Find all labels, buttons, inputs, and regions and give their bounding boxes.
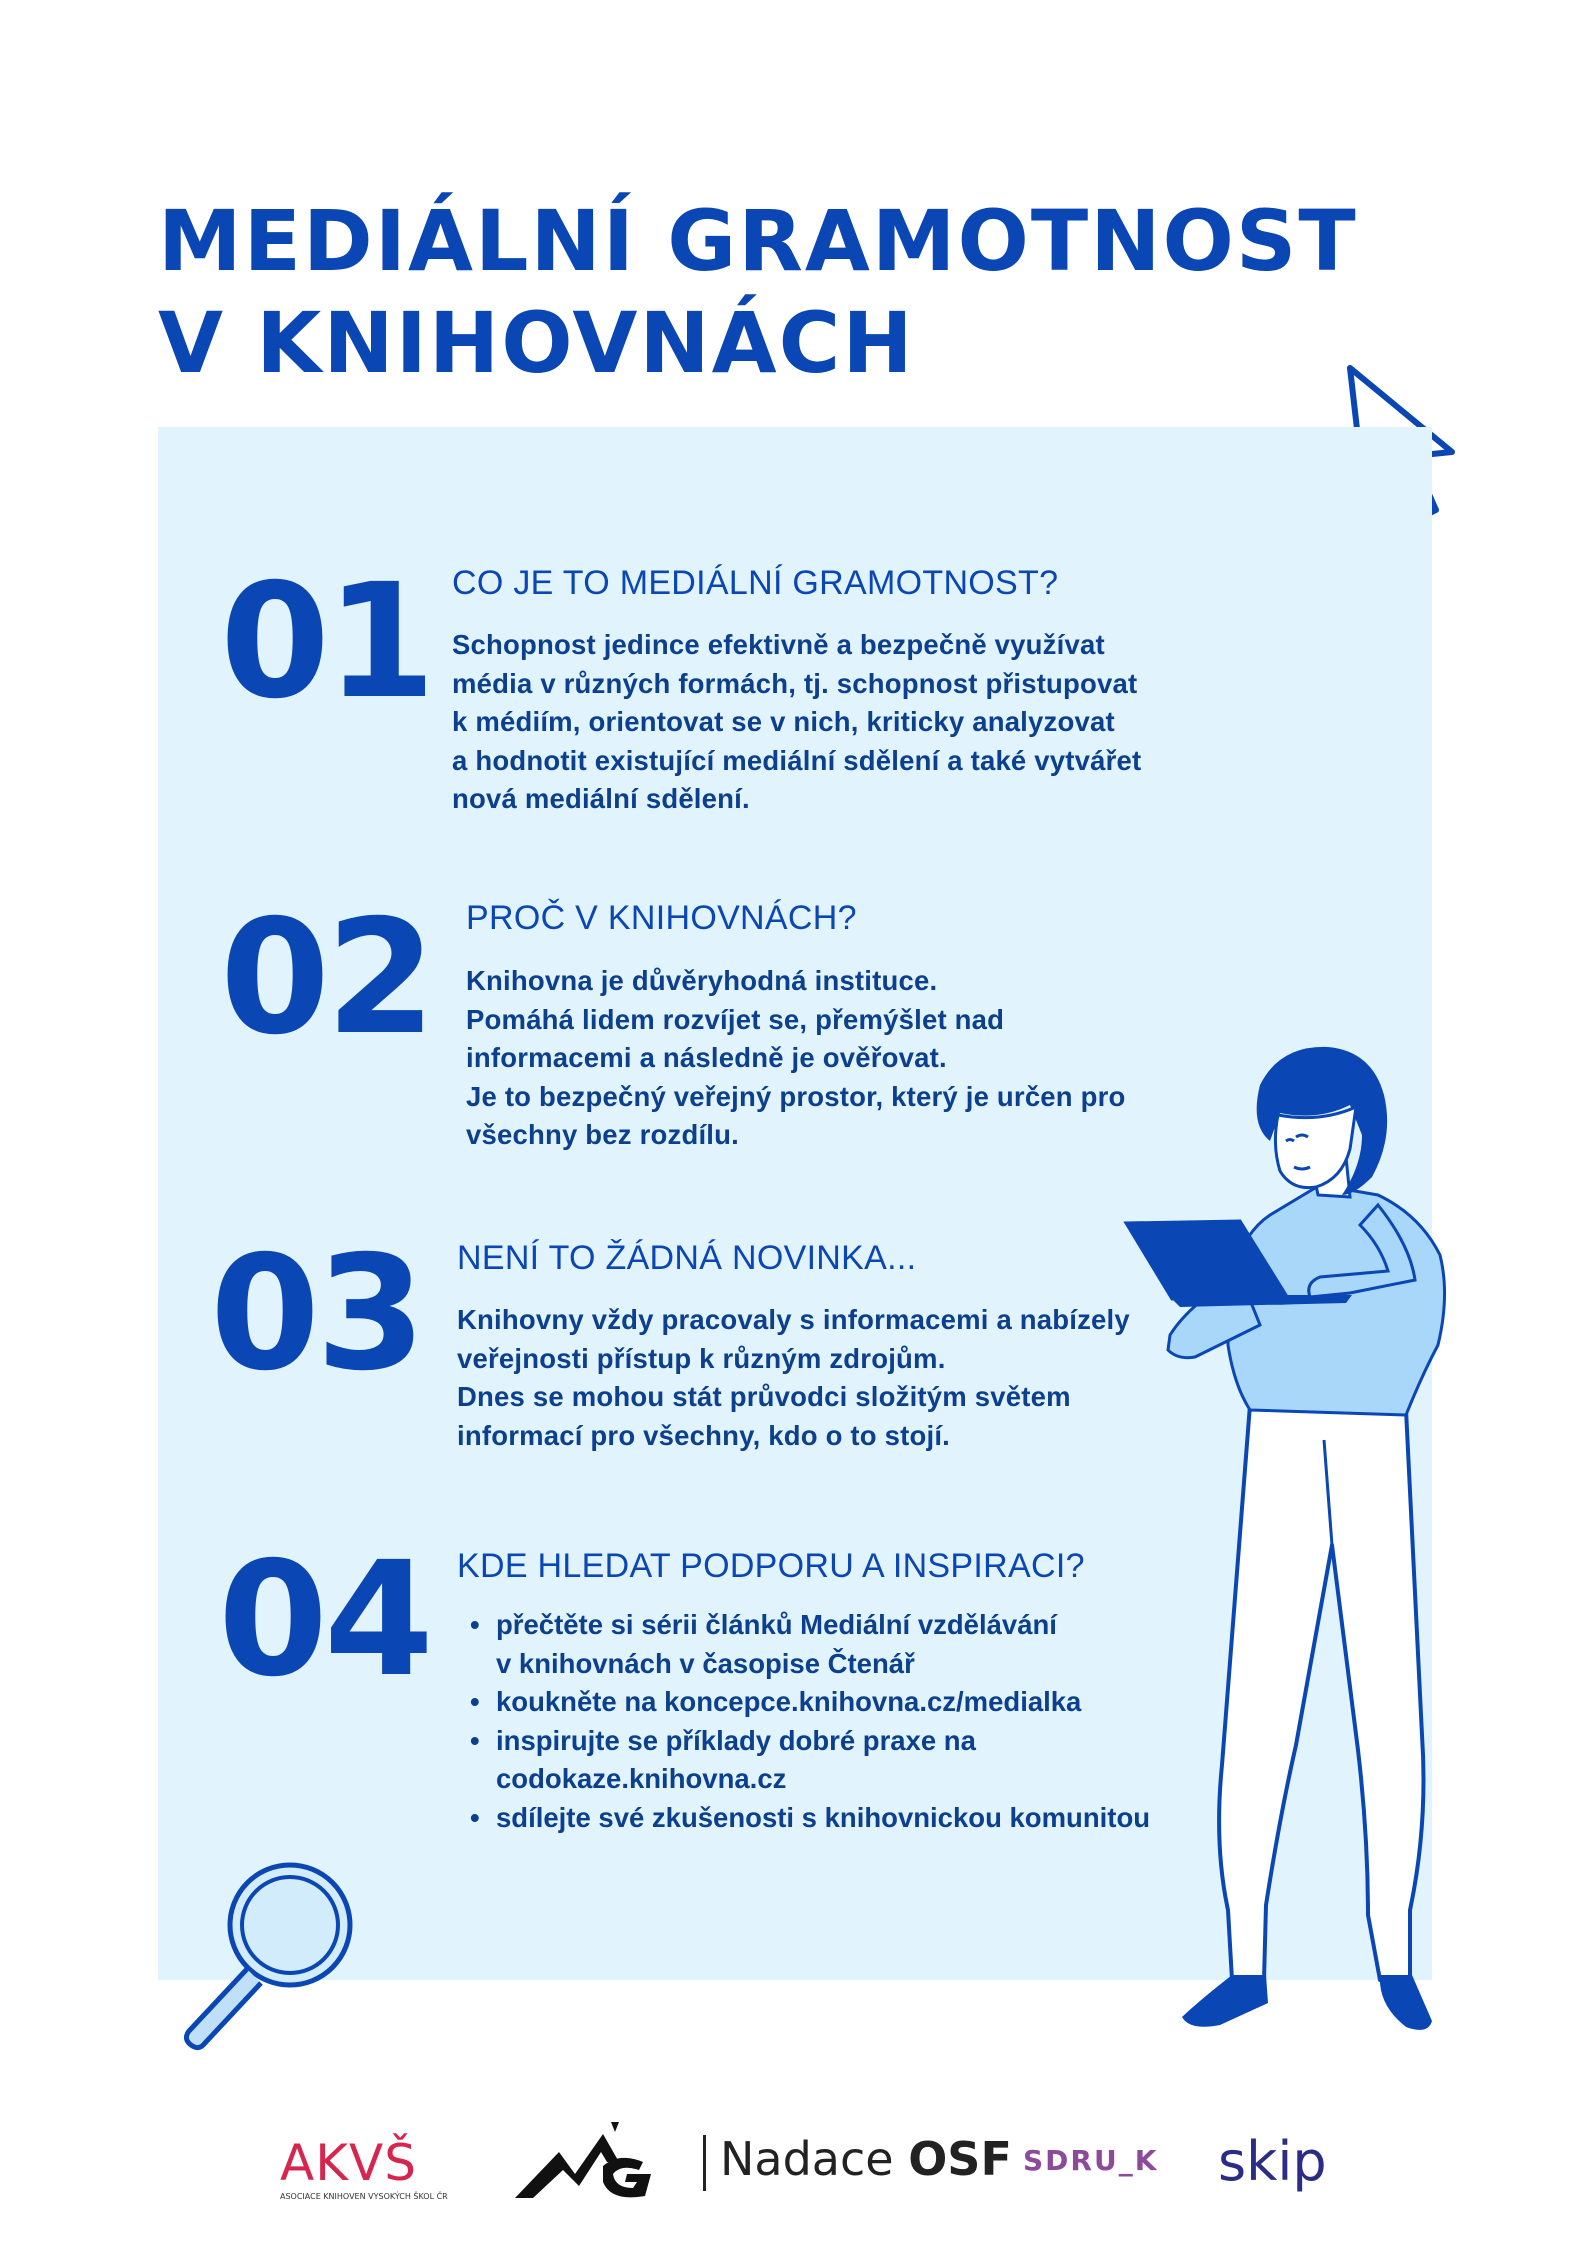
section-01-line: nová mediální sdělení. bbox=[452, 783, 750, 814]
section-01-line: Schopnost jedince efektivně a bezpečně využívat bbox=[452, 629, 1105, 660]
section-03-line: veřejnosti přístup k různým zdrojům. bbox=[457, 1342, 946, 1374]
skip-logo-text: skip bbox=[1218, 2130, 1327, 2193]
mg-logo-icon bbox=[515, 2122, 655, 2202]
section-number-04: 04 bbox=[218, 1528, 430, 1712]
list-item-line: • inspirujte se příklady dobré praxe na bbox=[496, 1724, 976, 1756]
section-number-03: 03 bbox=[210, 1222, 422, 1406]
list-item bbox=[470, 1606, 1150, 1683]
list-item bbox=[470, 1722, 1150, 1799]
section-heading-02: PROČ V KNIHOVNÁCH? bbox=[466, 899, 857, 937]
woman-with-laptop-illustration bbox=[1110, 1045, 1530, 2040]
section-01-line: a hodnotit existující mediální sdělení a také vytvářet bbox=[452, 744, 1142, 776]
section-02-line: Knihovna je důvěryhodná instituce. bbox=[466, 965, 938, 996]
section-01-line: k médiím, orientovat se v nich, kriticky analyzovat bbox=[452, 706, 1115, 737]
section-heading-03: NENÍ TO ŽÁDNÁ NOVINKA... bbox=[457, 1239, 917, 1277]
skip-logo bbox=[1218, 2130, 1327, 2193]
sdruk-logo-text: SDRU_K bbox=[1023, 2144, 1159, 2177]
section-01-line: média v různých formách, tj. schopnost přistupovat bbox=[452, 667, 1138, 699]
section-body-03 bbox=[457, 1301, 1130, 1455]
nadace-osf-logo bbox=[703, 2132, 1012, 2191]
section-body-01 bbox=[452, 626, 1141, 819]
section-heading-04: KDE HLEDAT PODPORU A INSPIRACI? bbox=[457, 1547, 1085, 1585]
list-item bbox=[470, 1683, 1150, 1722]
section-02-line: všechny bez rozdílu. bbox=[466, 1119, 739, 1150]
title-line-1: MEDIÁLNÍ GRAMOTNOST bbox=[158, 192, 1358, 290]
akvs-logo bbox=[280, 2134, 448, 2201]
akvs-logo-subtitle: ASOCIACE KNIHOVEN VYSOKÝCH ŠKOL ČR bbox=[280, 2192, 448, 2201]
support-list bbox=[470, 1606, 1150, 1837]
list-item-line: codokaze.knihovna.cz bbox=[496, 1763, 787, 1794]
section-03-line: Knihovny vždy pracovaly s informacemi a nabízely bbox=[457, 1304, 1130, 1335]
list-item-line: v knihovnách v časopise Čtenář bbox=[496, 1647, 915, 1679]
osf-logo-bold-text: OSF bbox=[908, 2132, 1012, 2186]
osf-logo-bar bbox=[703, 2135, 706, 2191]
sdruk-logo bbox=[1023, 2144, 1158, 2177]
section-number-01: 01 bbox=[220, 550, 432, 734]
osf-logo-light-text: Nadace bbox=[720, 2132, 894, 2186]
page-title bbox=[158, 190, 1458, 394]
section-02-line: informacemi a následně je ověřovat. bbox=[466, 1042, 947, 1073]
list-item bbox=[470, 1799, 1150, 1838]
section-03-line: Dnes se mohou stát průvodci složitým světem bbox=[457, 1381, 1071, 1412]
section-number-02: 02 bbox=[220, 886, 432, 1070]
section-heading-01: CO JE TO MEDIÁLNÍ GRAMOTNOST? bbox=[452, 564, 1059, 602]
section-03-line: informací pro všechny, kdo o to stojí. bbox=[457, 1419, 950, 1451]
title-line-2: V KNIHOVNÁCH bbox=[158, 294, 915, 392]
magnifier-icon bbox=[175, 1855, 360, 2055]
section-02-line: Pomáhá lidem rozvíjet se, přemýšlet nad bbox=[466, 1003, 1005, 1035]
list-item-line: • sdílejte své zkušenosti s knihovnickou komunitou bbox=[496, 1801, 1151, 1833]
section-02-line: Je to bezpečný veřejný prostor, který je určen pro bbox=[466, 1080, 1126, 1112]
list-item-line: • koukněte na koncepce.knihovna.cz/medialka bbox=[496, 1686, 1082, 1717]
section-body-02 bbox=[466, 962, 1126, 1155]
partner-logos bbox=[0, 2110, 1587, 2200]
list-item-line: • přečtěte si sérii článků Mediální vzdělávání bbox=[496, 1609, 1057, 1640]
akvs-logo-text: AKVŠ bbox=[280, 2134, 417, 2192]
